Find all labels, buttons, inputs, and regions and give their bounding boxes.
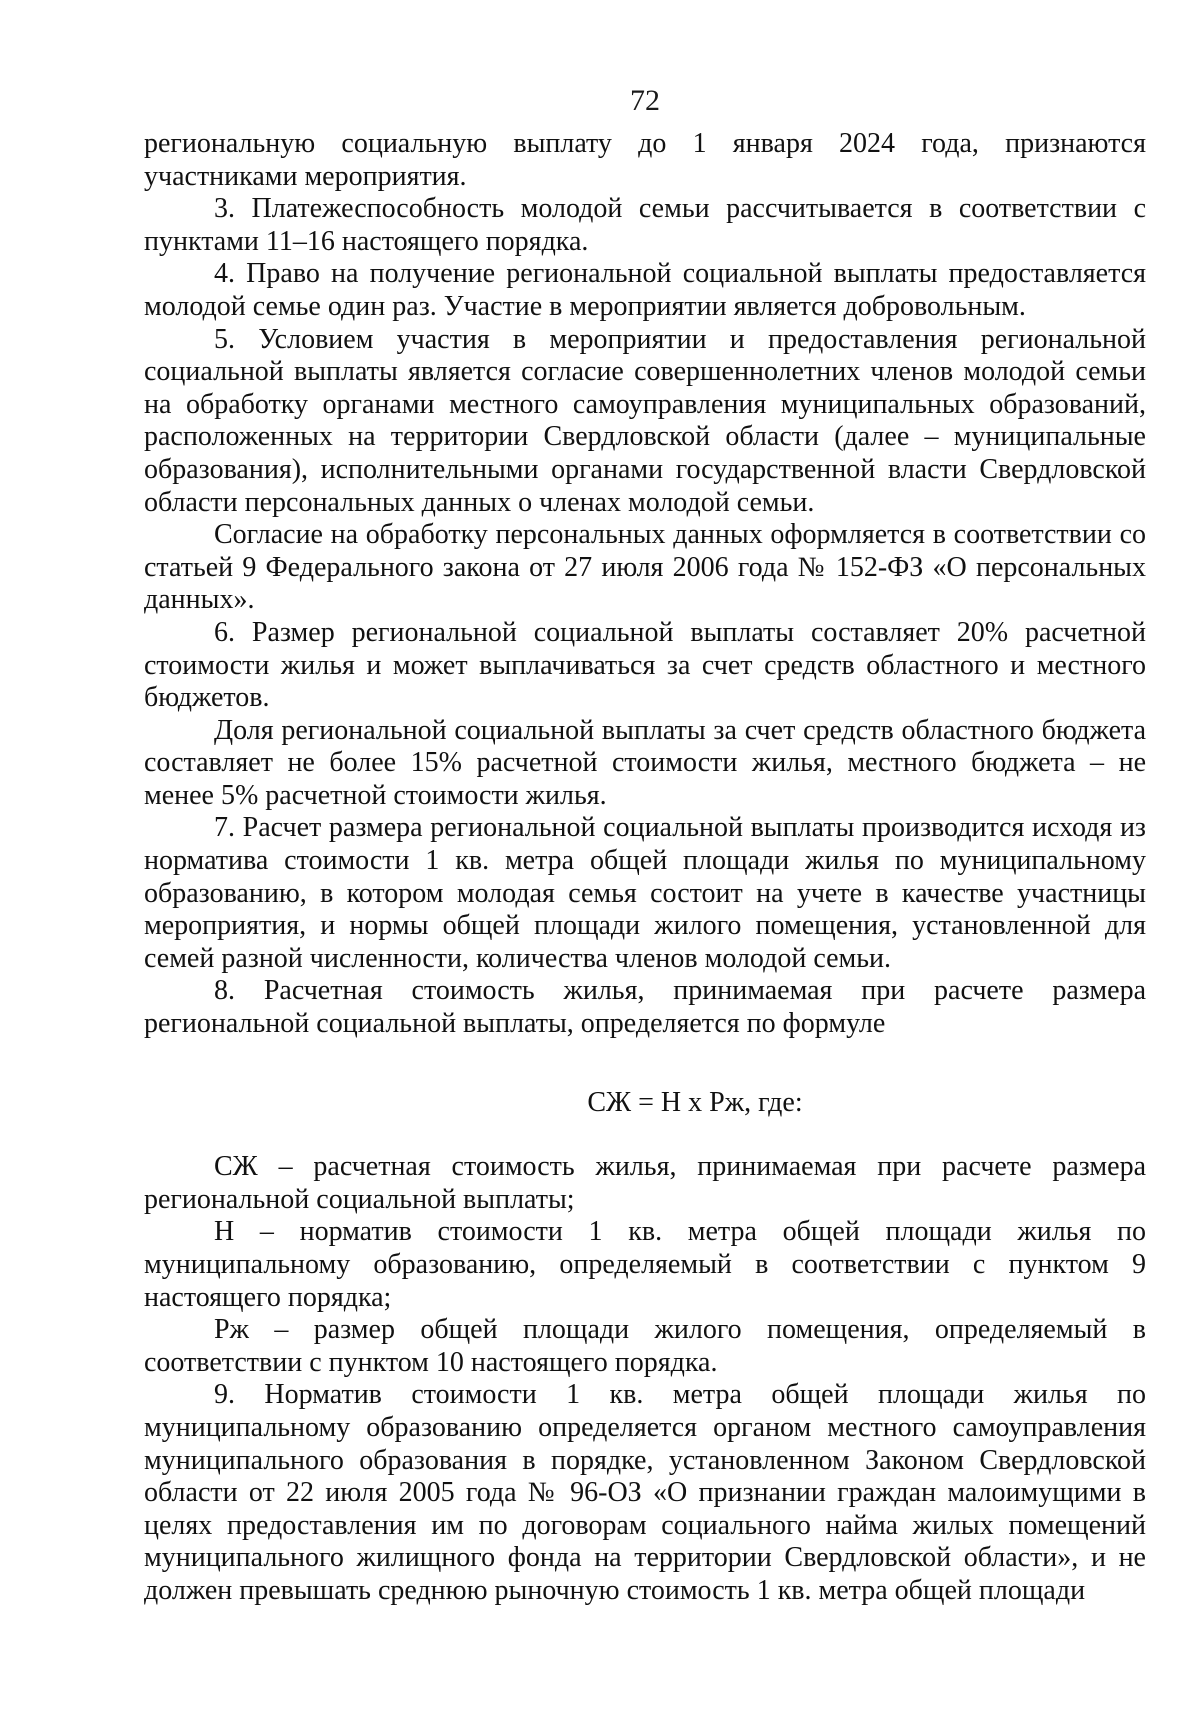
paragraph-item-6: 6. Размер региональной социальной выплаты составляет 20% расчетной стоимости жилья и может выплачиваться за счет средств областного и местного бюджетов. [144,616,1146,714]
paragraph-item-3: 3. Платежеспособность молодой семьи рассчитывается в соответствии с пунктами 11–16 настоящего порядка. [144,193,1146,257]
paragraph-def-szh: СЖ – расчетная стоимость жилья, принимаемая при расчете размера региональной социальной выплаты; [144,1151,1146,1215]
paragraph-continuation: региональную социальную выплату до 1 января 2024 года, признаются участниками мероприятия. [144,128,1146,192]
paragraph-item-7: 7. Расчет размера региональной социальной выплаты производится исходя из норматива стоимости 1 кв. метра общей площади жилья по муниципальному образованию, в котором молодая семья состоит на учете в качестве участницы мероприятия, и нормы общей площади жилого помещения, установленной для семей разной численности, количества членов молодой семьи. [144,812,1146,974]
paragraph-def-rzh: Рж – размер общей площади жилого помещения, определяемый в соответствии с пунктом 10 настоящего порядка. [144,1314,1146,1378]
paragraph-budget-share: Доля региональной социальной выплаты за счет средств областного бюджета составляет не более 15% расчетной стоимости жилья, местного бюджета – не менее 5% расчетной стоимости жилья. [144,714,1146,811]
paragraph-item-4: 4. Право на получение региональной социальной выплаты предоставляется молодой семье один раз. Участие в мероприятии является добровольным. [144,258,1146,322]
paragraph-item-9: 9. Норматив стоимости 1 кв. метра общей площади жилья по муниципальному образованию определяется органом местного самоуправления муниципального образования в порядке, установленном Законом Свердловской области от 22 июля 2005 года № 96-ОЗ «О признании граждан малоимущими в целях предоставления им по договорам социального найма жилых помещений муниципального жилищного фонда на территории Свердловской области», и не должен превышать среднюю рыночную стоимость 1 кв. метра общей площади [144,1379,1146,1606]
document-body [144,128,1146,1608]
paragraph-item-5: 5. Условием участия в мероприятии и предоставления региональной социальной выплаты является согласие совершеннолетних членов молодой семьи на обработку органами местного самоуправления муниципальных образований, расположенных на территории Свердловской области (далее – муниципальные образования), исполнительными органами государственной власти Свердловской области персональных данных о членах молодой семьи. [144,323,1146,518]
paragraph-def-n: Н – норматив стоимости 1 кв. метра общей площади жилья по муниципальному образованию, определяемый в соответствии с пунктом 9 настоящего порядка; [144,1216,1146,1313]
page-number: 72 [630,84,660,117]
formula: СЖ = Н х Рж, где: [587,1086,803,1118]
paragraph-consent: Согласие на обработку персональных данных оформляется в соответствии со статьей 9 Федерального закона от 27 июля 2006 года № 152-ФЗ «О персональных данных». [144,519,1146,616]
paragraph-item-8: 8. Расчетная стоимость жилья, принимаемая при расчете размера региональной социальной выплаты, определяется по формуле [144,975,1146,1040]
